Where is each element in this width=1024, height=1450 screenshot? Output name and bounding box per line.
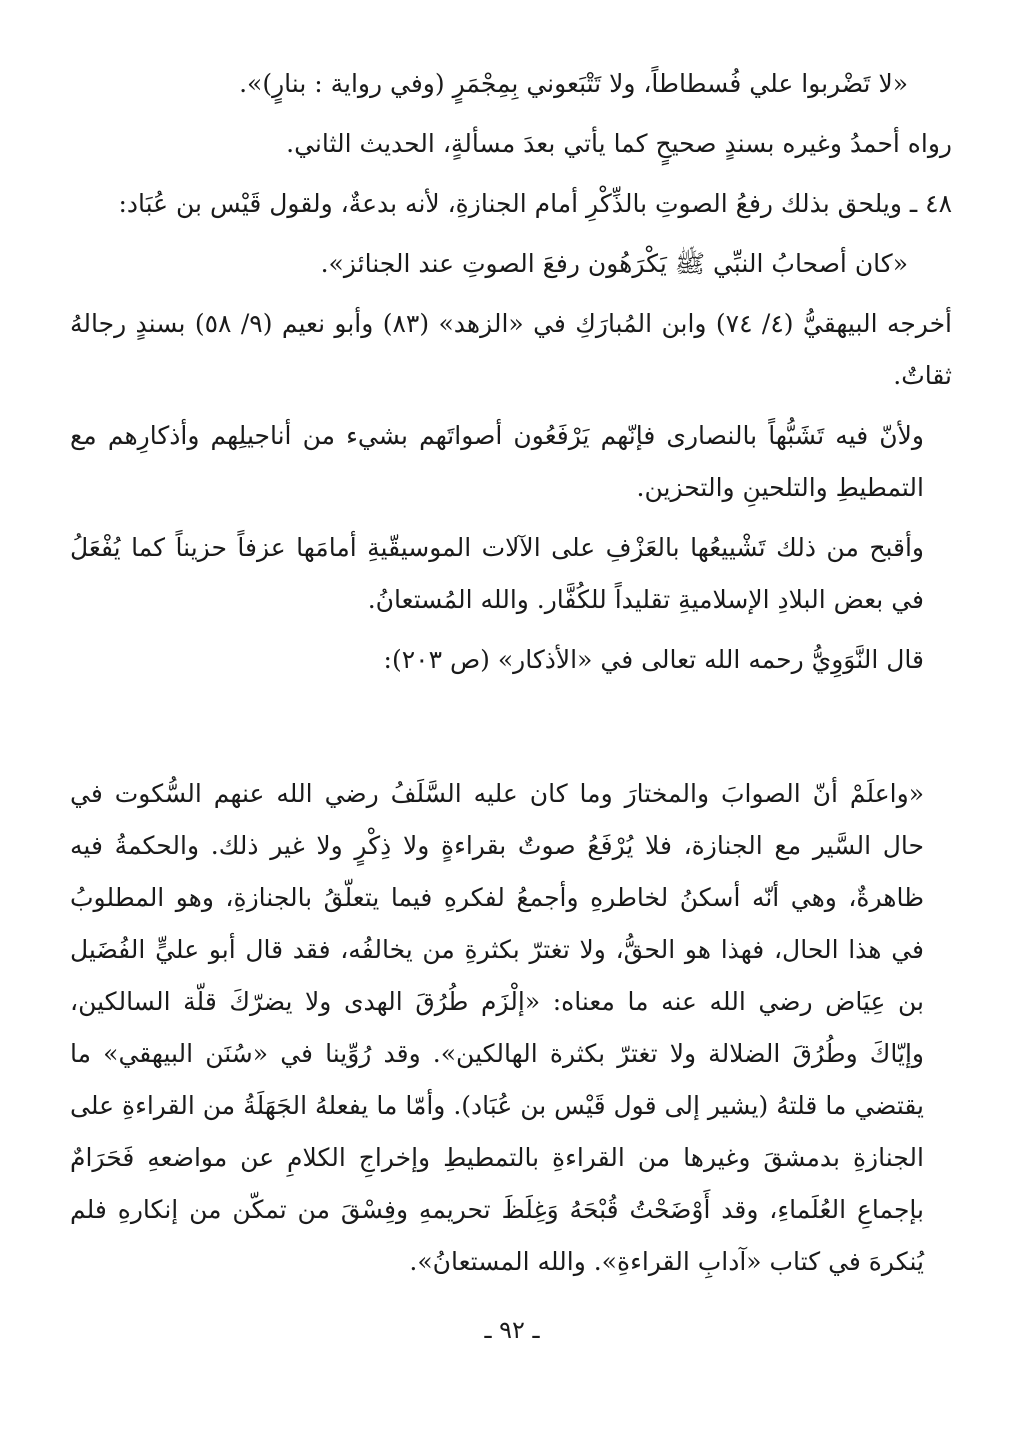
nawawi-quote-block [70,768,952,1296]
aqbah-paragraph: وأقبح من ذلك تَشْييعُها بالعَزْفِ على الآلات الموسيقّيةِ أمامَها عزفاً حزيناً كما يُفْعَلُ في بعض البلادِ الإسلاميةِ تقليداً للكُفَّار. والله المُستعانُ. [70,533,924,614]
hadith-quote: «لا تَضْربوا علي فُسطاطاً، ولا تَتْبَعوني بِمِجْمَرٍ (وفي رواية : بنارٍ)». [239,69,908,98]
narration-line: رواه أحمدُ وغيره بسندٍ صحيحٍ كما يأتي بعدَ مسألةٍ، الحديث الثاني. [286,129,952,158]
takhrij-paragraph: أخرجه البيهقيُّ (٤/ ٧٤) وابن المُبارَكِ في «الزهد» (٨٣) وأبو نعيم (٩/ ٥٨) بسندٍ رجالهُ ثقاتٌ. [70,309,952,390]
nawawi-quote: «واعلَمْ أنّ الصوابَ والمختارَ وما كان عليه السَّلَفُ رضي الله عنهم السُّكوت في حال السَّير مع الجنازة، فلا يُرْفَعُ صوتٌ بقراءةٍ ولا ذِكْرٍ ولا غير ذلك. والحكمةُ فيه ظاهرةٌ، وهي أنّه أسكنُ لخاطرهِ وأجمعُ لفكرهِ فيما يتعلّقُ بالجنازةِ، وهو المطلوبُ في هذا الحال، فهذا هو الحقُّ، ولا تغترّ بكثرةِ من يخالفُه، فقد قال أبو عليٍّ الفُضَيل بن عِيَاض رضي الله عنه ما معناه: «إلْزَم طُرُقَ الهدى ولا يضرّكَ قلّة السالكين، وإيّاكَ وطُرُقَ الضلالة ولا تغترّ بكثرة الهالكين». وقد رُوِّينا في «سُنَن البيهقي» ما يقتضي ما قلتهُ (يشير إلى قول قَيْس بن عُبَاد). وأمّا ما يفعلهُ الجَهَلَةُ من القراءةِ على الجنازةِ بدمشقَ وغيرها من القراءةِ بالتمطيطِ وإخراجِ الكلامِ عن مواضعهِ فَحَرَامٌ بإجماعِ العُلَماءِ، وقد أَوْضَحْتُ قُبْحَهُ وَغِلَظَ تحريمهِ وفِسْقَ من تمكّن من إنكارهِ فلم يُنكرهَ في كتاب «آدابِ القراءةِ». والله المستعانُ». [70,779,924,1276]
qays-quote: «كان أصحابُ النبِّي ﷺ يَكْرَهُون رفعَ الصوتِ عند الجنائز». [320,249,908,278]
nawawi-intro: قال النَّوَوِيُّ رحمه الله تعالى في «الأذكار» (ص ٢٠٣): [383,645,924,674]
page-number: ـ ٩٢ ـ [484,1316,540,1344]
item-48-paragraph: ٤٨ ـ ويلحق بذلك رفعُ الصوتِ بالذِّكْرِ أمام الجنازةِ، لأنه بدعةٌ، ولقول قَيْس بن عُبَاد: [118,189,952,218]
main-text [70,58,952,694]
tashabbuh-paragraph: ولأنّ فيه تَشَبُّهاً بالنصارى فإنّهم يَرْفَعُون أصواتَهم بشيء من أناجيلِهم وأذكارِهم مع التمطيطِ والتلحينِ والتحزين. [70,421,924,502]
